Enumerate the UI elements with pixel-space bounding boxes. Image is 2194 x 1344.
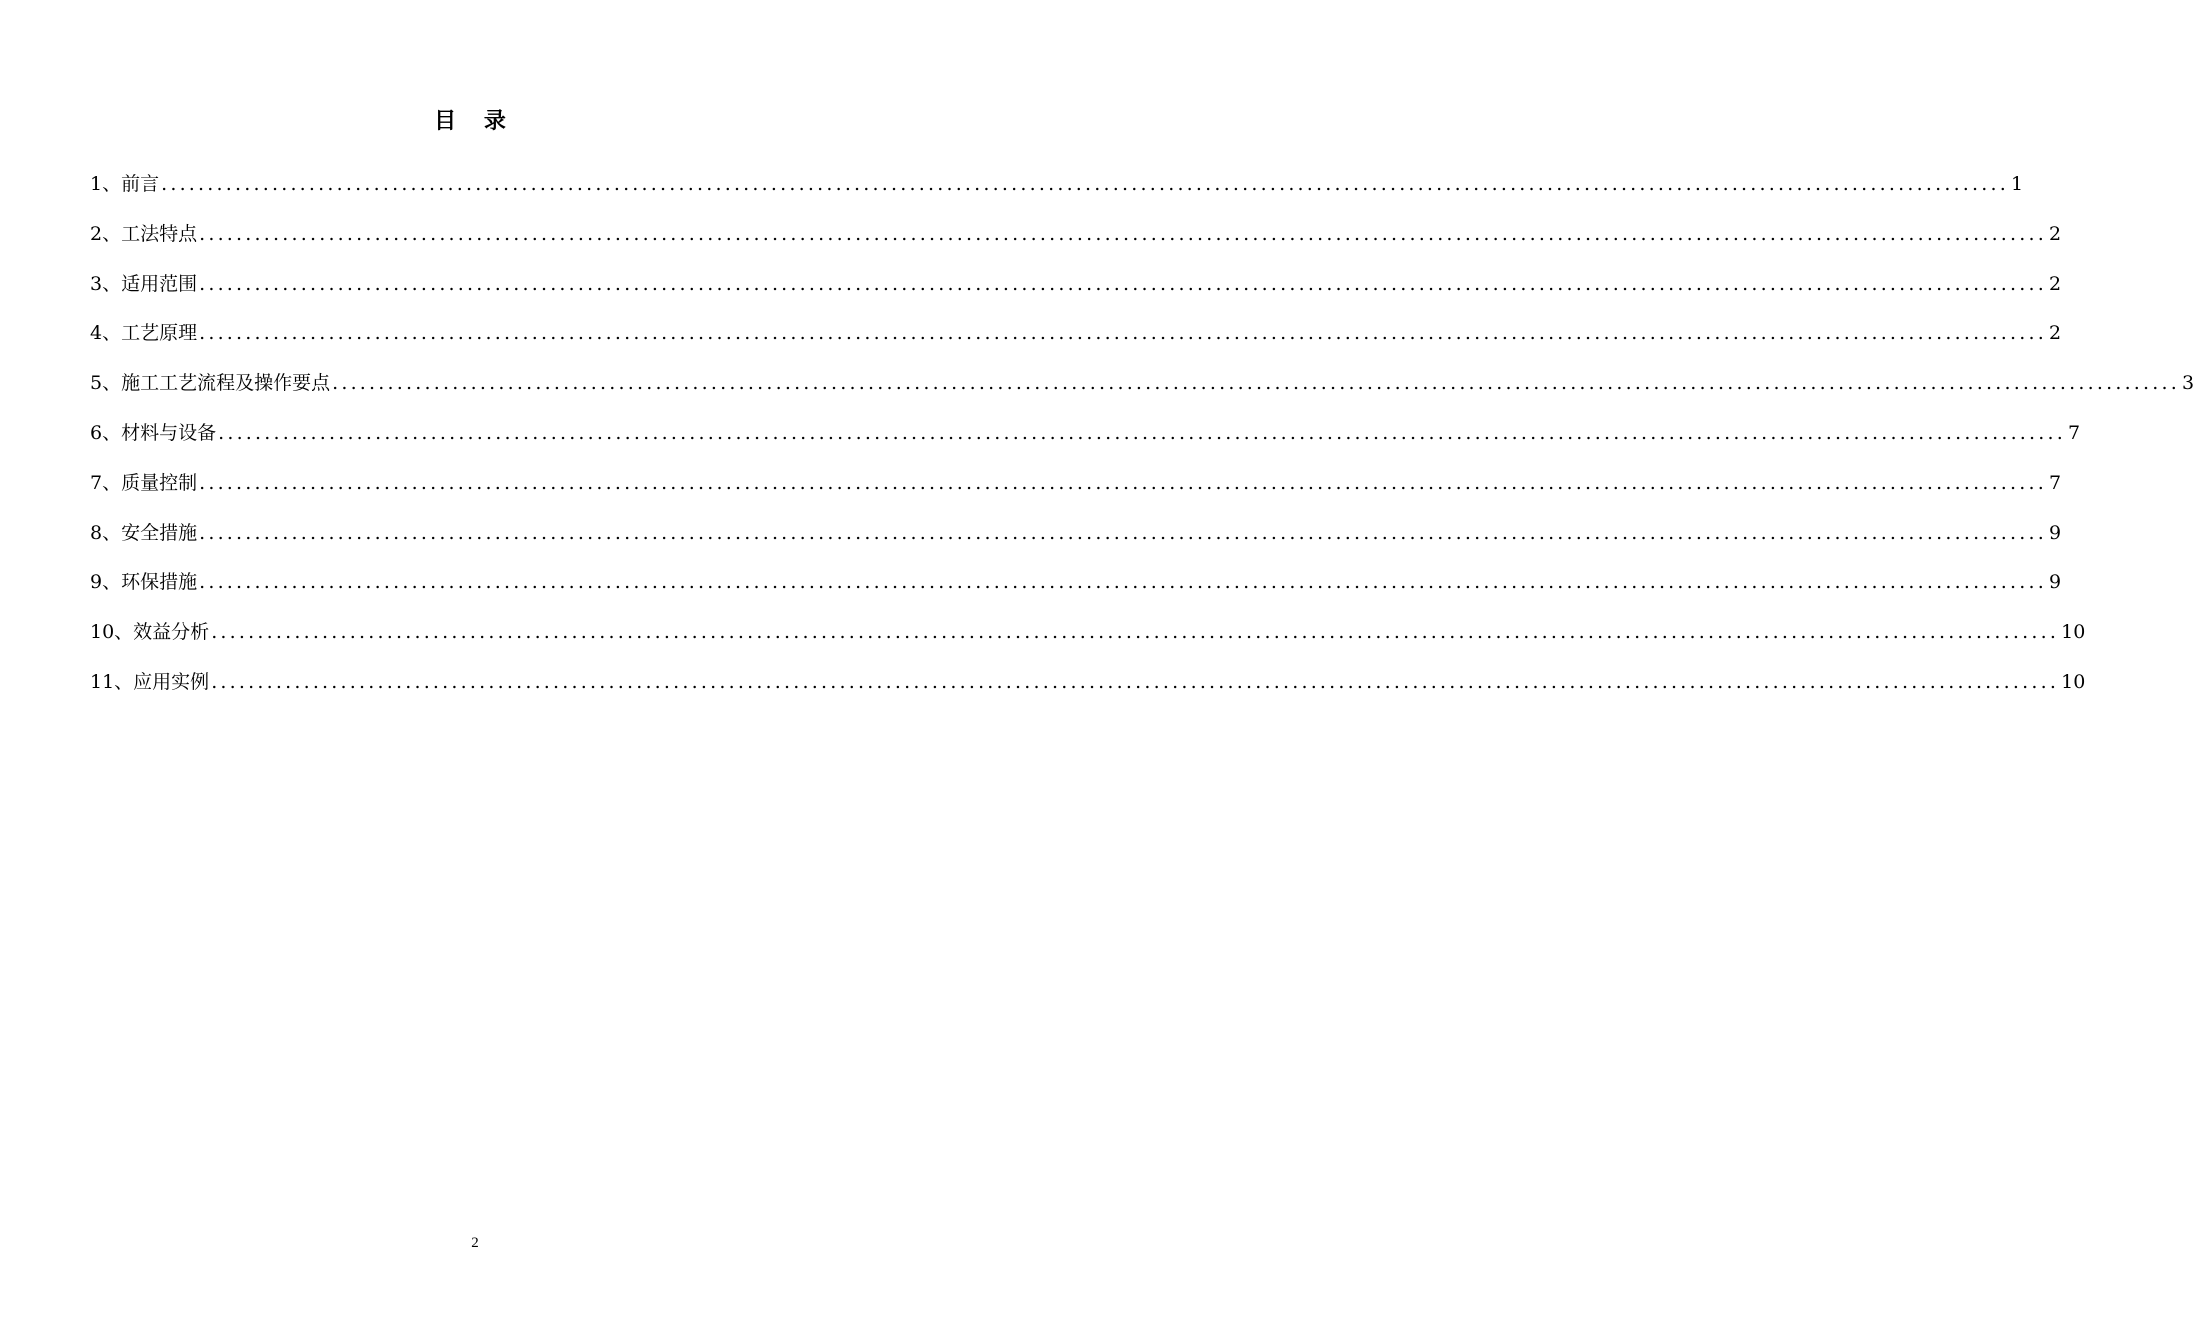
toc-entry-text: 1、前言 [90, 173, 160, 195]
toc-entry-2[interactable] [90, 220, 2062, 270]
toc-entry-page: 10 [2061, 621, 2086, 644]
toc-entry-1[interactable] [90, 170, 2024, 220]
toc-entry-text: 8、安全措施 [90, 521, 198, 544]
toc-entry-page: 2 [2049, 322, 2062, 345]
toc-entry-text: 6、材料与设备 [90, 421, 217, 444]
toc-entry-page: 9 [2049, 571, 2062, 594]
toc-leader-dots: ........................................................................................................................................................................................................ [161, 173, 2010, 195]
toc-entry-10[interactable] [90, 618, 2086, 668]
toc-entry-11[interactable] [90, 668, 2086, 718]
toc-leader-dots: ........................................................................................................................................................................................................ [199, 222, 2048, 245]
toc-leader-dots: ........................................................................................................................................................................................................ [211, 621, 2060, 644]
toc-entry-page: 1 [2011, 173, 2024, 195]
page-number: 2 [471, 1235, 479, 1251]
toc-entry-page: 3 [2182, 372, 2194, 395]
toc-entry-page: 2 [2049, 272, 2062, 295]
toc-leader-dots: ........................................................................................................................................................................................................ [211, 670, 2060, 693]
toc-leader-dots: ........................................................................................................................................................................................................ [218, 421, 2067, 444]
toc-leader-dots: ........................................................................................................................................................................................................ [199, 322, 2048, 345]
toc-entry-page: 7 [2068, 421, 2081, 444]
toc-entry-text: 2、工法特点 [90, 222, 198, 245]
toc-entry-3[interactable] [90, 270, 2062, 320]
toc-entry-text: 9、环保措施 [90, 571, 198, 594]
toc-entry-text: 5、施工工艺流程及操作要点 [90, 372, 331, 395]
toc-entry-7[interactable] [90, 469, 2062, 519]
toc-entry-5[interactable] [90, 369, 2194, 419]
toc-entry-page: 2 [2049, 222, 2062, 245]
toc-leader-dots: ........................................................................................................................................................................................................ [199, 571, 2048, 594]
toc-leader-dots: ........................................................................................................................................................................................................ [199, 272, 2048, 295]
table-of-contents [90, 170, 2194, 718]
toc-entry-page: 9 [2049, 521, 2062, 544]
toc-leader-dots: ........................................................................................................................................................................................................ [332, 372, 2181, 395]
toc-entry-text: 7、质量控制 [90, 471, 198, 494]
toc-entry-page: 10 [2061, 670, 2086, 693]
toc-entry-text: 11、应用实例 [90, 670, 210, 693]
toc-title: 目 录 [434, 108, 516, 134]
toc-entry-text: 4、工艺原理 [90, 322, 198, 345]
toc-leader-dots: ........................................................................................................................................................................................................ [199, 471, 2048, 494]
toc-entry-6[interactable] [90, 419, 2081, 469]
toc-entry-text: 3、适用范围 [90, 272, 198, 295]
toc-leader-dots: ........................................................................................................................................................................................................ [199, 521, 2048, 544]
toc-entry-9[interactable] [90, 568, 2062, 618]
toc-entry-4[interactable] [90, 319, 2062, 369]
toc-entry-8[interactable] [90, 519, 2062, 569]
toc-entry-page: 7 [2049, 471, 2062, 494]
toc-entry-text: 10、效益分析 [90, 621, 210, 644]
